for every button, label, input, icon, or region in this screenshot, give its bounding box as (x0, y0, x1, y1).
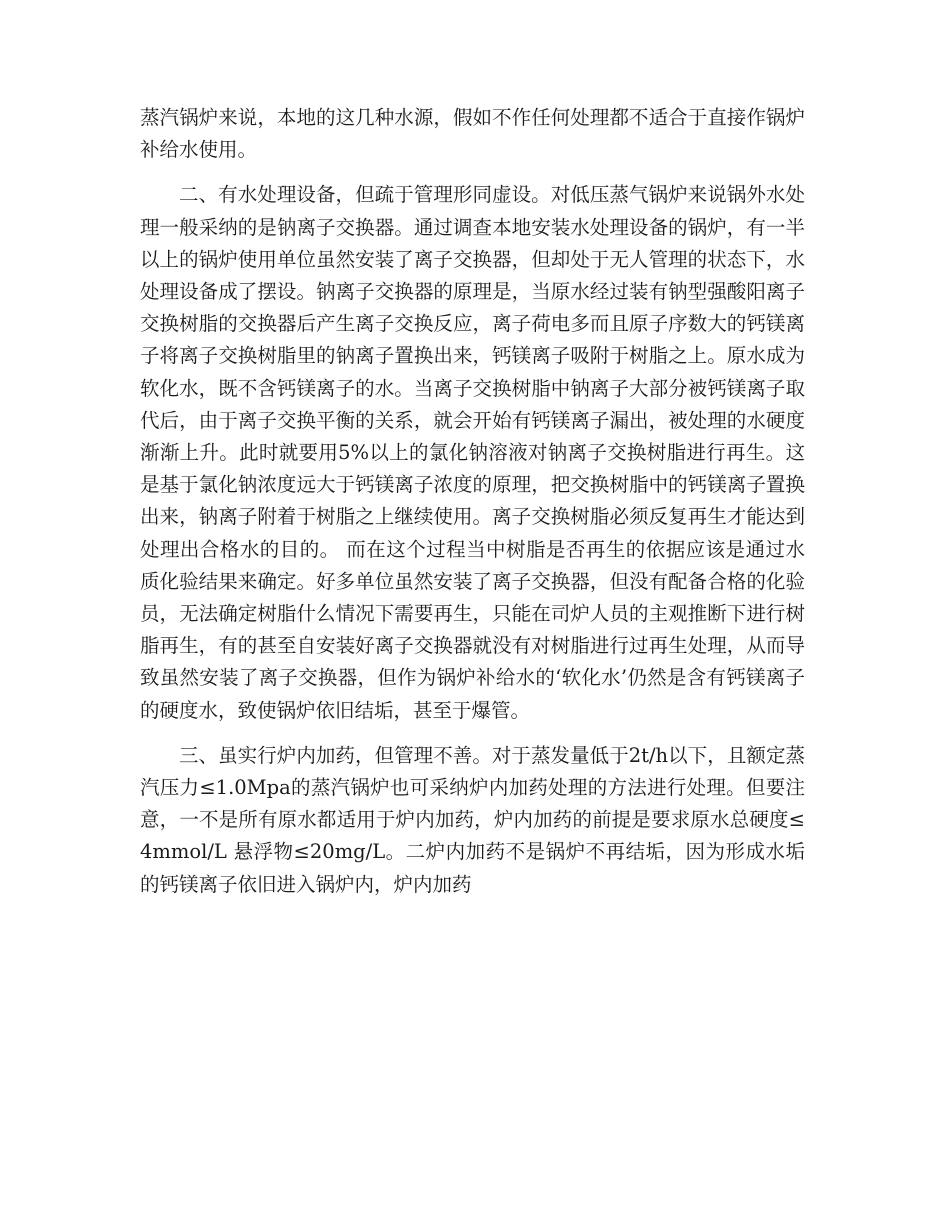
paragraph-water-treatment-equipment: 二、有水处理设备，但疏于管理形同虚设。对低压蒸气锅炉来说锅外水处理一般采纳的是钠离子交换器。通过调查本地安装水处理设备的锅炉，有一半以上的锅炉使用单位虽然安装了离子交换器，但却处于无人管理的状态下，水处理设备成了摆设。钠离子交换器的原理是，当原水经过装有钠型强酸阳离子交换树脂的交换器后产生离子交换反应，离子荷电多而且原子序数大的钙镁离子将离子交换树脂里的钠离子置换出来，钙镁离子吸附于树脂之上。原水成为软化水，既不含钙镁离子的水。当离子交换树脂中钠离子大部分被钙镁离子取代后，由于离子交换平衡的关系，就会开始有钙镁离子漏出，被处理的水硬度渐渐上升。此时就要用5%以上的氯化钠溶液对钠离子交换树脂进行再生。这是基于氯化钠浓度远大于钙镁离子浓度的原理，把交换树脂中的钙镁离子置换出来，钠离子附着于树脂之上继续使用。离子交换树脂必须反复再生才能达到处理出合格水的目的。 而在这个过程当中树脂是否再生的依据应该是通过水质化验结果来确定。好多单位虽然安装了离子交换器，但没有配备合格的化验员，无法确定树脂什么情况下需要再生，只能在司炉人员的主观推断下进行树脂再生，有的甚至自安装好离子交换器就没有对树脂进行过再生处理，从而导致虽然安装了离子交换器，但作为锅炉补给水的‘软化水’仍然是含有钙镁离子的硬度水，致使锅炉依旧结垢，甚至于爆管。 (140, 183, 805, 722)
document-body (140, 102, 805, 901)
paragraph-continuation: 蒸汽锅炉来说，本地的这几种水源，假如不作任何处理都不适合于直接作锅炉补给水使用。 (140, 106, 805, 162)
paragraph-in-furnace-dosing: 三、虽实行炉内加药，但管理不善。对于蒸发量低于2t/h以下，且额定蒸汽压力≤1.0Mpa的蒸汽锅炉也可采纳炉内加药处理的方法进行处理。但要注意，一不是所有原水都适用于炉内加药，炉内加药的前提是要求原水总硬度≤4mmol/L 悬浮物≤20mg/L。二炉内加药不是锅炉不再结垢，因为形成水垢的钙镁离子依旧进入锅炉内，炉内加药 (140, 743, 805, 896)
